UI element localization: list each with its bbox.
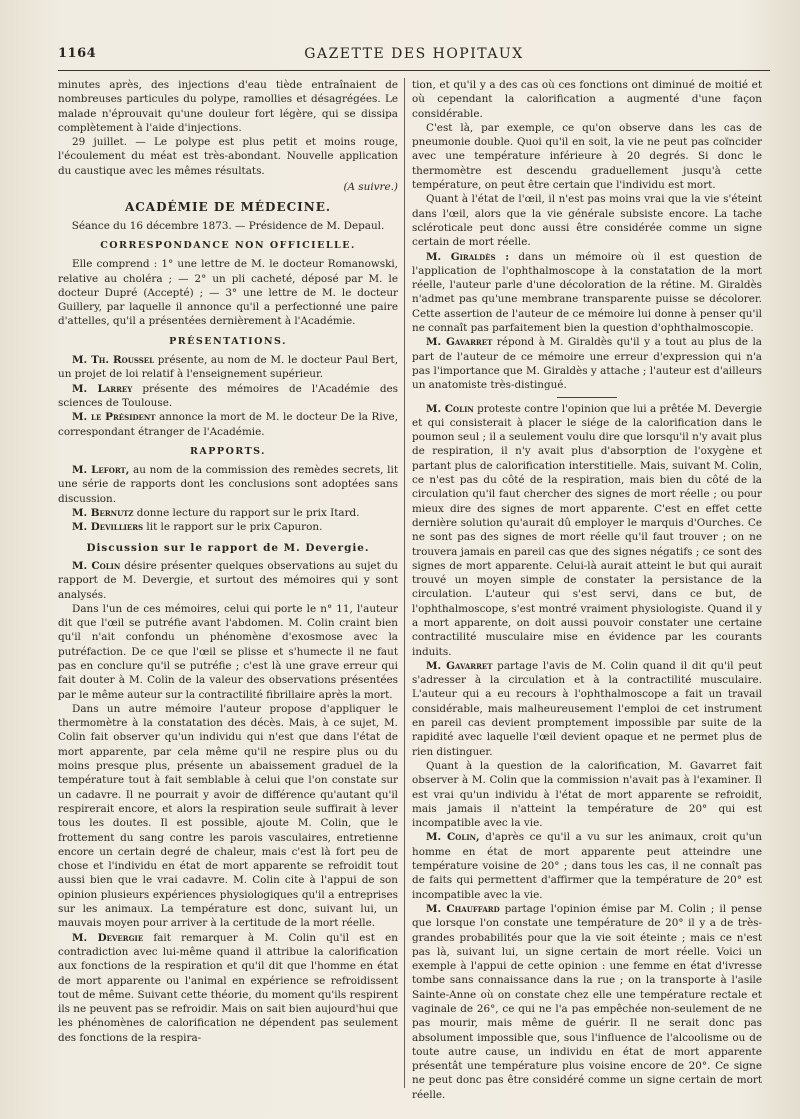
section-title-presentations: PRÉSENTATIONS. <box>169 335 287 347</box>
speaker-name: M. le Président <box>72 411 156 424</box>
paragraph-text: d'après ce qu'il a vu sur les animaux, croit qu'un homme en état de mort apparente peut atteindre une température voisine de 20° ; dans tous les cas, il ne connaît pas de faits qui permettent d'affirmer que la température de 20° est incompatible avec la vie. <box>412 831 763 901</box>
paragraph-text: donne lecture du rapport sur le prix Itard. <box>133 507 360 520</box>
speaker-name: M. Larrey <box>72 382 133 395</box>
paragraph-text: désire présenter quelques observations au sujet du rapport de M. Devergie, et surtout des mémoires qui y sont analysés. <box>58 559 398 601</box>
page-header <box>58 44 770 71</box>
paragraph: Dans l'un de ces mémoires, celui qui porte le n° 11, l'auteur dit que l'œil se putréfie avant l'abdomen. M. Colin craint bien qu'il n'ait confondu un phénomène d'exosmose avec la putréfaction. De ce que l'œil se plisse et s'humecte il ne faut pas en conclure qu'il se putréfie ; c'est là une grave erreur qui fait douter à M. Colin de la valeur des observations présentées par le même auteur sur la contractilité fibrillaire après la mort. <box>58 602 398 701</box>
paragraph: tion, et qu'il y a des cas où ces fonctions ont diminué de moitié et où cependant la calorification a augmenté d'une façon considérable. <box>412 79 762 120</box>
paragraph-text: proteste contre l'opinion que lui a prêtée M. Devergie et qui consisterait à placer le siége de la calorification dans le poumon seul ; il a seulement voulu dire que lorsqu'il n'y avait plus de respiration, il n'y avait plus d'absorption de l'oxygène et partant plus de calorification interstitielle. Mais, suivant M. Colin, ce n'est pas du côté de la respiration, mais bien du côté de la circulation qu'il faut chercher des signes de mort réelle ; ou pour mieux dire des signes de mort apparente. C'est en effet cette dernière solution qu'aurait dû employer le marquis d'Ourches. Ce ne sont pas des signes de mort réelle qu'il faut trouver ; on ne trouvera jamais en pareil cas que des signes négatifs ; ce sont des signes de mort apparente. Celui-là aurait atteint le but qui aurait trouvé un moyen simple de constater la persistance de la circulation. L'auteur qui s'est servi, dans ce but, de l'ophthalmoscope, s'est montré vraiment physiologiste. Quand il y a mort apparente, on doit aussi pouvoir constater une certaine contractilité musculaire mise en évidence par les courants induits. <box>412 402 762 658</box>
paragraph-text: fait remarquer à M. Colin qu'il est en contradiction avec lui-même quand il attribue la calorification aux fonctions de la respiration et qu'il dit que l'homme en état de mort apparente ou l'animal en expérience se refroidissent tout de même. Suivant cette théorie, du moment qu'ils respirent ils ne peuvent pas se refroidir. Mais on sait bien aujourd'hui que les phénomènes de calorification ne dépendent pas seulement des fonctions de la respira- <box>58 931 398 1044</box>
speaker-name: M. Colin <box>72 559 121 572</box>
paragraph: Quant à la question de la calorification, M. Gavarret fait observer à M. Colin que la commission n'avait pas à l'examiner. Il est vrai qu'un individu à l'état de mort apparente se refroidit, mais jamais il n'atteint la température de 20° qui est incompatible avec la vie. <box>412 759 762 830</box>
speaker-name: M. Devilliers <box>72 521 144 534</box>
paragraph-text: partage l'avis de M. Colin quand il dit qu'il peut s'adresser à la circulation et à la contractilité musculaire. L'auteur qui a eu recours à l'ophthalmoscope a fait un travail considérable, mais malheureusement l'emploi de cet instrument en pareil cas devient promptement impossible par suite de la rapidité avec laquelle l'œil devient opaque et ne permet plus de rien distinguer. <box>412 659 762 758</box>
paragraph-text: annonce la mort de M. le docteur De la Rive, correspondant étranger de l'Académie. <box>58 411 399 438</box>
section-title-reports: RAPPORTS. <box>190 445 266 457</box>
speaker-name: M. Gavarret <box>426 336 493 349</box>
speaker-name: M. Th. Roussel <box>72 354 155 367</box>
paragraph: C'est là, par exemple, ce qu'on observe dans les cas de pneumonie double. Quoi qu'il en soit, la vie ne peut pas coïncider avec une température inférieure à 20 degrés. Si donc le thermomètre est descendu graduellement jusqu'à cette température, on peut être certain que l'individu est mort. <box>412 121 762 192</box>
paragraph-text: partage l'opinion émise par M. Colin ; il pense que lorsque l'on constate une température de 20° il y a de très-grandes probabilités pour que la vie soit éteinte ; mais ce n'est pas là, suivant lui, un signe certain de mort réelle. Voici un exemple à l'appui de cette opinion : une femme en état d'ivresse tombe sans connaissance dans la rue ; on la transporte à l'asile Sainte-Anne où on constate chez elle une température rectale et vaginale de 26°, ce qui ne l'a pas empêchée non-seulement de ne pas mourir, mais même de guérir. Il ne serait donc pas absolument impossible que, sous l'influence de l'alcoolisme ou de toute autre cause, un individu en état de mort apparente présentât une température plus voisine encore de 20°. Ce signe ne peut donc pas être considéré comme un signe certain de mort réelle. <box>412 902 762 1101</box>
paragraph-text: dans un mémoire où il est question de l'application de l'ophthalmoscope à la constatation de la mort réelle, l'auteur parle d'une décoloration de la rétine. M. Giraldès n'admet pas qu'une membrane transparente puisse se décolorer. Cette assertion de l'auteur de ce mémoire lui donne à penser qu'il ne connaît pas parfaitement bien la question d'ophthalmoscopie. <box>412 250 762 335</box>
section-title-discussion: Discussion sur le rapport de M. Devergie. <box>86 541 370 554</box>
paragraph-text: répond à M. Giraldès qu'il y a tout au plus de la part de l'auteur de ce mémoire une erreur d'expression qui n'a pas l'importance que M. Giraldès y attache ; l'auteur est d'ailleurs un anatomiste très-distingué. <box>412 336 763 392</box>
right-column <box>412 78 762 1102</box>
speaker-name: M. Bernutz <box>72 507 134 520</box>
speaker-name: M. Giraldès : <box>426 250 510 263</box>
paragraph-text: présente des mémoires de l'Académie des sciences de Toulouse. <box>58 382 398 409</box>
page-number: 1164 <box>58 46 97 61</box>
paragraph <box>412 335 762 392</box>
session-line: Séance du 16 décembre 1873. — Présidence de M. Depaul. <box>71 219 385 232</box>
speaker-name: M. Devergie <box>72 931 144 944</box>
speaker-name: M. Gavarret <box>426 659 493 672</box>
section-title-correspondence: CORRESPONDANCE NON OFFICIELLE. <box>100 239 356 251</box>
paragraph <box>58 353 398 382</box>
speaker-name: M. Lefort, <box>72 464 130 477</box>
speaker-name: M. Colin, <box>426 831 480 844</box>
speaker-name: M. Chauffard <box>426 902 500 915</box>
paragraph <box>412 402 762 659</box>
left-column <box>58 78 398 1045</box>
paragraph <box>58 463 398 506</box>
to-be-continued: (A suivre.) <box>343 181 398 194</box>
paragraph <box>412 902 762 1102</box>
paragraph <box>58 506 398 520</box>
paragraph-text: lit le rapport sur le prix Capuron. <box>143 521 323 534</box>
column-divider <box>404 78 405 1088</box>
paragraph-text: présente, au nom de M. le docteur Paul Bert, un projet de loi relatif à l'enseignement supérieur. <box>58 354 399 381</box>
paragraph <box>412 659 762 759</box>
paragraph: Quant à l'état de l'œil, il n'est pas moins vrai que la vie s'éteint dans l'œil, alors que la vie générale subsiste encore. La tache scléroticale peut donc aussi être considérée comme un signe certain de mort réelle. <box>412 193 762 249</box>
paragraph-text: au nom de la commission des remèdes secrets, lit une série de rapports dont les conclusions sont adoptées sans discussion. <box>58 464 398 505</box>
paragraph <box>412 250 762 336</box>
paragraph <box>58 410 398 439</box>
separator-rule <box>557 397 617 398</box>
paragraph <box>58 382 398 411</box>
paragraph: Elle comprend : 1° une lettre de M. le docteur Romanowski, relative au choléra ; — 2° un pli cacheté, déposé par M. le docteur Dupré (Accepté) ; — 3° une lettre de M. le docteur Guillery, par laquelle il annonce qu'il a perfectionné une paire d'attelles, qu'il a présentées dernièrement à l'Académie. <box>58 258 398 328</box>
paragraph: Dans un autre mémoire l'auteur propose d'appliquer le thermomètre à la constatation des décès. Mais, à ce sujet, M. Colin fait observer qu'un individu qui n'est que dans l'état de mort apparente, par cela même qu'il ne respire plus ou du moins presque plus, présente un abaissement graduel de la température tout à fait semblable à celui que l'on constate sur un cadavre. Il ne pourrait y avoir de différence qu'autant qu'il respirerait encore, et alors la respiration seule suffirait à lever tous les doutes. Il est possible, ajoute M. Colin, que le frottement du sang contre les parois vasculaires, entretienne encore un certain degré de chaleur, mais c'est là fort peu de chose et l'individu en état de mort apparente se refroidit tout aussi bien que le vrai cadavre. M. Colin cite à l'appui de son opinion plusieurs expériences physiologiques qu'il a entreprises sur les animaux. La température est donc, suivant lui, un mauvais moyen pour arriver à la certitude de la mort réelle. <box>58 702 398 930</box>
paragraph <box>58 931 398 1045</box>
journal-title: GAZETTE DES HOPITAUX <box>304 46 524 62</box>
section-title-academy: ACADÉMIE DE MÉDECINE. <box>124 200 332 215</box>
paragraph <box>58 520 398 534</box>
paragraph <box>58 559 398 602</box>
paragraph <box>412 830 762 901</box>
speaker-name: M. Colin <box>426 402 474 415</box>
paragraph: minutes après, des injections d'eau tiède entraînaient de nombreuses particules du polype, ramollies et désagrégées. Le malade n'éprouvait qu'une douleur fort légère, qui se dissipa complètement à l'aide d'injections. <box>58 79 398 134</box>
paragraph: 29 juillet. — Le polype est plus petit et moins rouge, l'écoulement du méat est très-abondant. Nouvelle application du caustique avec les mêmes résultats. <box>58 136 398 177</box>
